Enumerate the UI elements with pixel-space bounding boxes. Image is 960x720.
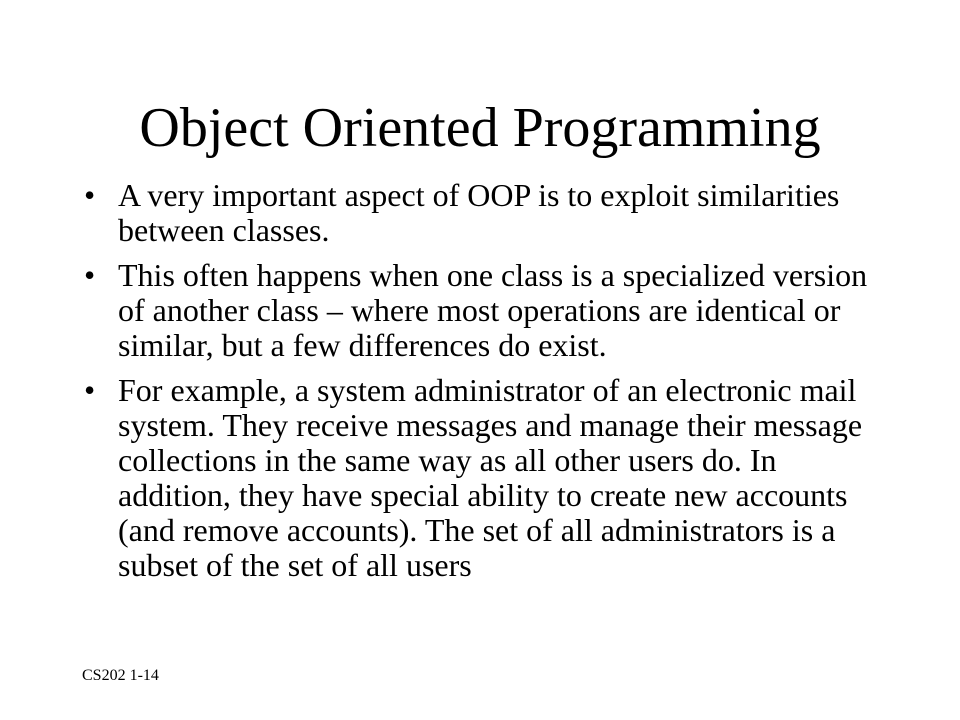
bullet-text: For example, a system administrator of an electronic mail system. They receive messages and manage their message collections in the same way as all other users do. In addition, they have special ability to create new accounts (and remove accounts). The set of all administrators is a subset of the set of all users xyxy=(118,372,863,583)
bullet-item xyxy=(84,373,874,583)
slide-footer: CS202 1-14 xyxy=(82,667,159,684)
bullet-item xyxy=(84,178,874,248)
slide-title: Object Oriented Programming xyxy=(139,97,821,159)
bullet-item xyxy=(84,258,874,363)
bullet-marker: • xyxy=(84,257,96,293)
bullet-text: This often happens when one class is a specialized version of another class – where most operations are identical or similar, but a few differences do exist. xyxy=(118,257,868,363)
bullet-marker: • xyxy=(84,372,96,408)
bullet-list xyxy=(84,178,874,593)
bullet-marker: • xyxy=(84,177,96,213)
bullet-text: A very important aspect of OOP is to exploit similarities between classes. xyxy=(118,177,840,248)
